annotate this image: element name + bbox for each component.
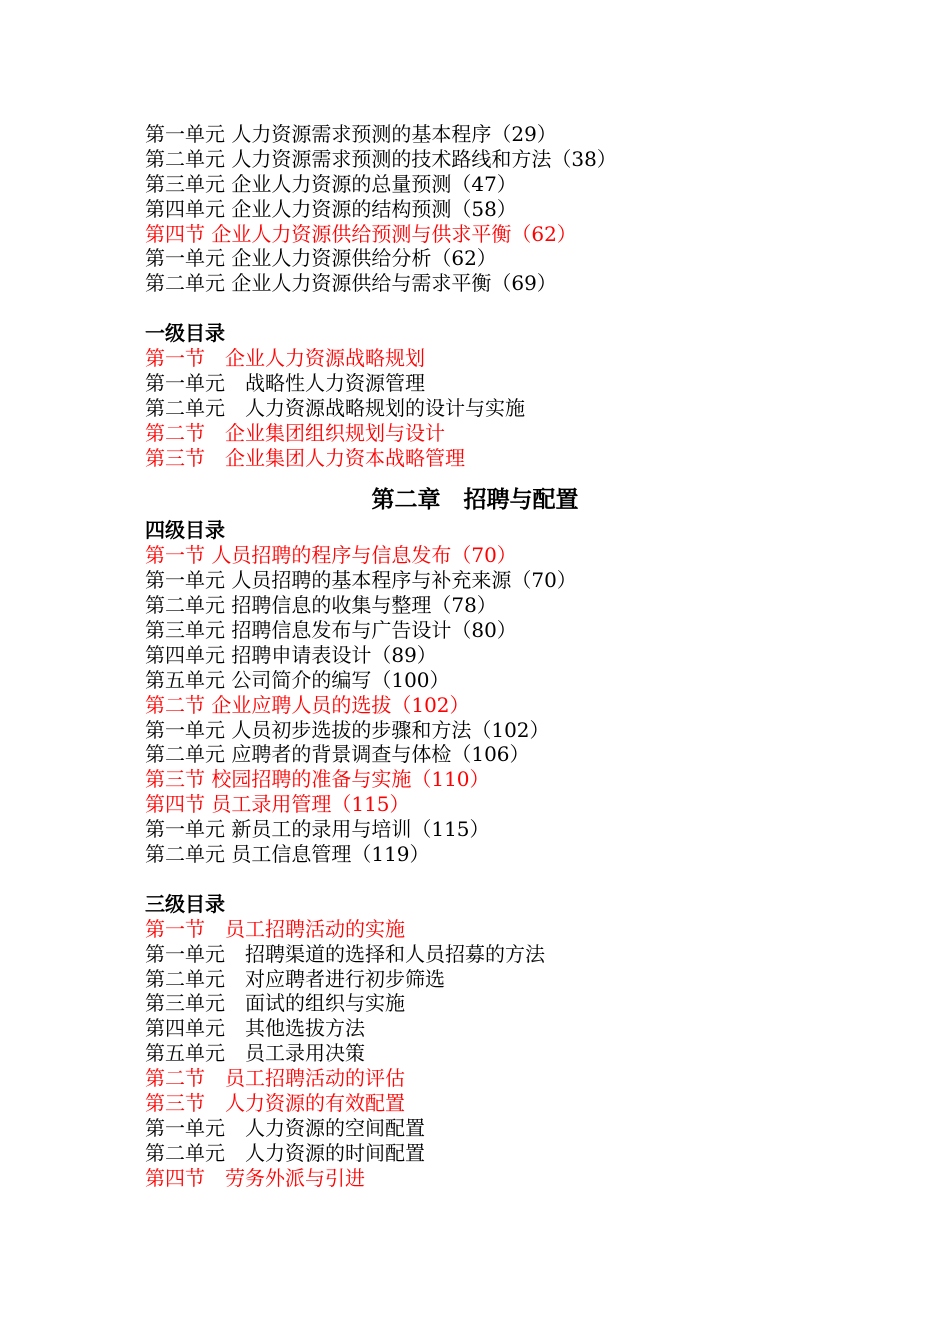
toc-unit-entry: 第四单元 企业人力资源的结构预测（58） — [145, 196, 517, 221]
toc-unit-entry: 第五单元 员工录用决策 — [145, 1041, 365, 1066]
toc-unit-entry: 第二单元 企业人力资源供给与需求平衡（69） — [145, 271, 557, 296]
toc-unit-entry: 第二单元 人力资源战略规划的设计与实施 — [145, 395, 525, 420]
spacer — [145, 296, 825, 321]
spacer — [145, 867, 825, 892]
toc-heading-level-1: 一级目录 — [145, 321, 225, 346]
toc-unit-entry: 第一单元 新员工的录用与培训（115） — [145, 817, 490, 842]
toc-section-entry: 第四节 劳务外派与引进 — [145, 1165, 365, 1190]
toc-block-level-4 — [145, 543, 825, 867]
toc-block-level-1 — [145, 346, 825, 470]
toc-section-entry: 第二节 员工招聘活动的评估 — [145, 1066, 405, 1091]
toc-section-entry: 第四节 员工录用管理（115） — [145, 792, 410, 817]
toc-unit-entry: 第二单元 人力资源需求预测的技术路线和方法（38） — [145, 146, 617, 171]
toc-section-entry: 第一节 企业人力资源战略规划 — [145, 346, 425, 371]
toc-unit-entry: 第一单元 企业人力资源供给分析（62） — [145, 246, 497, 271]
toc-section-entry: 第一节 人员招聘的程序与信息发布（70） — [145, 543, 517, 568]
toc-section-entry: 第三节 人力资源的有效配置 — [145, 1090, 405, 1115]
toc-block-level-3 — [145, 917, 825, 1191]
toc-unit-entry: 第二单元 对应聘者进行初步筛选 — [145, 966, 445, 991]
toc-unit-entry: 第一单元 招聘渠道的选择和人员招募的方法 — [145, 941, 545, 966]
toc-unit-entry: 第二单元 人力资源的时间配置 — [145, 1140, 425, 1165]
toc-section-entry: 第四节 企业人力资源供给预测与供求平衡（62） — [145, 221, 577, 246]
toc-unit-entry: 第二单元 招聘信息的收集与整理（78） — [145, 593, 497, 618]
toc-unit-entry: 第二单元 应聘者的背景调查与体检（106） — [145, 742, 530, 767]
toc-section-entry: 第二节 企业集团组织规划与设计 — [145, 420, 445, 445]
toc-unit-entry: 第四单元 其他选拔方法 — [145, 1016, 365, 1041]
toc-unit-entry: 第一单元 人力资源需求预测的基本程序（29） — [145, 122, 557, 146]
toc-heading-level-3: 三级目录 — [145, 891, 225, 916]
toc-unit-entry: 第四单元 招聘申请表设计（89） — [145, 642, 437, 667]
toc-block-demand-forecast — [145, 122, 825, 296]
toc-unit-entry: 第三单元 面试的组织与实施 — [145, 991, 405, 1016]
toc-content — [145, 122, 825, 1191]
toc-unit-entry: 第五单元 公司简介的编写（100） — [145, 667, 450, 692]
toc-unit-entry: 第三单元 企业人力资源的总量预测（47） — [145, 171, 517, 196]
toc-unit-entry: 第一单元 人员招聘的基本程序与补充来源（70） — [145, 568, 577, 593]
toc-unit-entry: 第三单元 招聘信息发布与广告设计（80） — [145, 618, 517, 643]
toc-section-entry: 第一节 员工招聘活动的实施 — [145, 916, 405, 941]
toc-section-entry: 第三节 企业集团人力资本战略管理 — [145, 445, 465, 470]
toc-section-entry: 第三节 校园招聘的准备与实施（110） — [145, 767, 490, 792]
toc-unit-entry: 第一单元 人力资源的空间配置 — [145, 1115, 425, 1140]
chapter-title: 第二章 招聘与配置 — [371, 487, 579, 514]
toc-section-entry: 第二节 企业应聘人员的选拔（102） — [145, 692, 470, 717]
toc-unit-entry: 第一单元 战略性人力资源管理 — [145, 370, 425, 395]
toc-unit-entry: 第二单元 员工信息管理（119） — [145, 842, 430, 867]
toc-heading-level-4: 四级目录 — [145, 518, 225, 543]
toc-unit-entry: 第一单元 人员初步选拔的步骤和方法（102） — [145, 717, 550, 742]
